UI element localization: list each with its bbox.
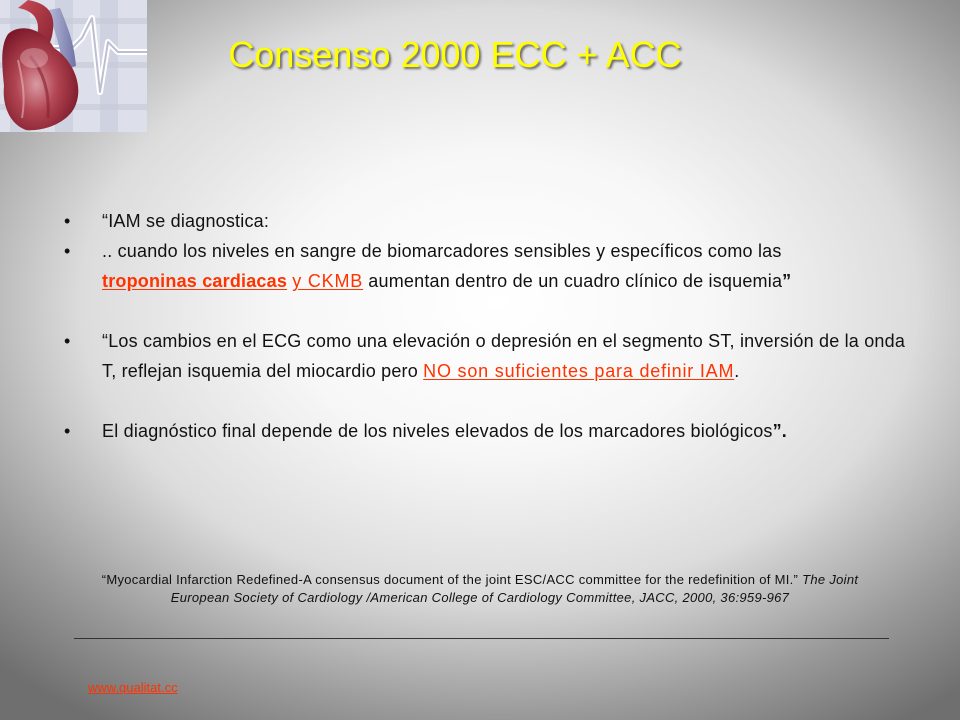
bullet-text-suffix: aumentan dentro de un cuadro clínico de isquemia	[363, 271, 783, 291]
bullet-text	[102, 326, 907, 386]
troponinas-link[interactable]: troponinas cardiacas	[102, 271, 288, 291]
divider-line	[74, 638, 889, 639]
citation-source: The Joint European Society of Cardiology /American College of Cardiology Committee, JACC, 2000, 36:959-967	[170, 572, 859, 605]
bullet-text-main: El diagnóstico final depende de los niveles elevados de los marcadores biológicos	[102, 421, 773, 441]
bullet-text-prefix: “Los cambios en el ECG como una elevación o depresión en el segmento ST, inversión de la onda T, reflejan isquemia del miocardio pero	[102, 331, 906, 381]
citation-title: “Myocardial Infarction Redefined-A consensus document of the joint ESC/ACC committee for the redefinition of MI.”	[101, 572, 799, 587]
bullet-list	[62, 206, 907, 446]
bullet-text	[102, 236, 907, 296]
closing-quote: ”.	[772, 421, 788, 441]
no-suficientes-link[interactable]: NO son suficientes para definir IAM	[423, 361, 735, 381]
bullet-item	[62, 416, 907, 446]
bullet-marker: •	[64, 211, 71, 231]
bullet-item	[62, 236, 907, 296]
ckmb-link[interactable]: y CKMB	[292, 271, 364, 291]
citation	[74, 571, 886, 607]
website-link[interactable]: www.qualitat.cc	[88, 680, 178, 695]
bullet-text	[102, 416, 907, 446]
bullet-text: “IAM se diagnostica:	[102, 211, 270, 231]
bullet-marker: •	[64, 331, 71, 351]
bullet-text-prefix: .. cuando los niveles en sangre de biomarcadores sensibles y específicos como las	[102, 241, 782, 261]
bullet-item	[62, 206, 907, 236]
bullet-item	[62, 326, 907, 386]
closing-quote: ”	[782, 271, 792, 291]
bullet-marker: •	[64, 241, 71, 261]
bullet-text-suffix: .	[734, 361, 740, 381]
bullet-marker: •	[64, 421, 71, 441]
slide-title: Consenso 2000 ECC + ACC	[228, 34, 682, 75]
